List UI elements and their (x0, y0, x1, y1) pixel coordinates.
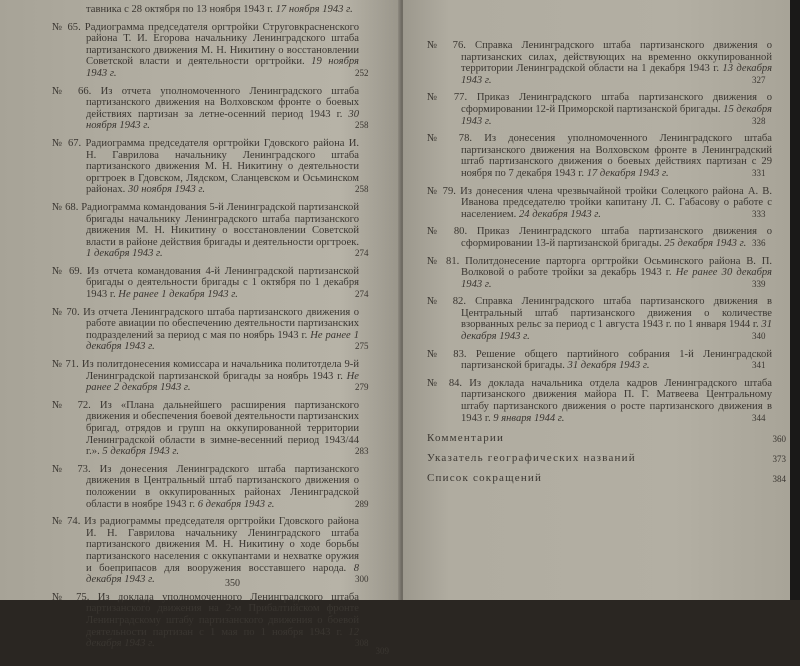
left-toc-list (52, 21, 389, 666)
entry-date: Не ранее 30 декабря 1943 г. (461, 267, 772, 290)
entry-date: 17 декабря 1943 г. (586, 167, 669, 179)
entry-text: Из донесения члена чрезвычайной тройки Солецкого района А. В. Иванова председателю тройки капитану Л. С. Габасову о работе с населением. (460, 185, 773, 220)
back-matter-page-number: 360 (772, 434, 786, 445)
toc-entry: № 76. Справка Ленинградского штаба партизанского движения о партизанских силах, действующих на временно оккупированной территории Ленинградской области на 1 декабря 1943 г. 13 декабря 1943 г. 327 (427, 40, 773, 86)
entry-text: Радиограмма председателя оргтройки Гдовского района И. Н. Гаврилова начальнику Ленинградского штаба партизанского движения М. Н. Никитину о деятельности оргтроек в Гдовском, Лядском, Сланцевском и Осьминском районах. (85, 137, 359, 196)
back-matter-entry (427, 472, 786, 485)
back-matter-label: Указатель географических названий (427, 452, 636, 465)
entry-text: Радиограмма председателя оргтройки Струговкрасненского района Т. И. Егорова начальнику Ленинградского штаба партизанского движения М. Н. Никитину о восстановлении Советской власти и деятельности оргтройки. (84, 21, 359, 68)
toc-entry: № 82. Справка Ленинградского штаба партизанского движения в Центральный штаб партизанского движения о количестве взорванных рельс за период с 1 августа 1943 г. по 1 января 1944 г. 31 декабря 1943 г. 340 (427, 296, 773, 343)
entry-page-number: 309 (375, 645, 389, 656)
entry-text: Из отчета Ленинградского штаба партизанского движения о работе авиации по обеспечению деятельности партизанских подразделений за период с мая по ноябрь 1943 г. (83, 306, 360, 341)
toc-entry: № 68. Радиограмма командования 5-й Ленинградской партизанской бригады начальнику Ленинградского штаба партизанского движения М. Н. Никитину о восстановлении Советской власти в районе действия бригады и деятельности оргтроек. 1 декабря 1943 г. 274 (52, 201, 369, 260)
entry-number: № 73. (52, 463, 91, 475)
entry-date: 24 декабря 1943 г. (518, 208, 601, 220)
back-matter-page-number: 373 (772, 454, 786, 465)
trailing-page-number-row (52, 645, 389, 666)
entry-text: Из доклада уполномоченного Ленинградского штаба партизанского движения на 2-м Прибалтийском фронте Ленинградскому штабу партизанского движения о боевой деятельности партизан с 1 мая по 1 ноября 1943 г. (86, 591, 359, 638)
entry-date: 31 декабря 1943 г. (567, 360, 650, 372)
toc-entry: № 71. Из политдонесения комиссара и начальника политотдела 9-й Ленинградской партизанской бригады за ноябрь 1943 г. Не ранее 2 декабря 1943 г. 279 (52, 359, 369, 394)
entry-text: Политдонесение парторга оргтройки Осьминского района В. П. Волковой о работе тройки за декабрь 1943 г. (461, 255, 772, 279)
entry-text: Из донесения уполномоченного Ленинградского штаба партизанского движения на Волховском фронте в Ленинградский штаб партизанского движения о боевых действиях партизан с 29 ноября по 7 декабря 1943 г. (461, 133, 772, 179)
toc-entry: № 78. Из донесения уполномоченного Ленинградского штаба партизанского движения на Волховском фронте в Ленинградский штаб партизанского движения о боевых действиях партизан с 29 ноября по 7 декабря 1943 г. 17 декабря 1943 г. 331 (427, 133, 772, 179)
right-page (403, 0, 790, 600)
entry-date: Не ранее 1 декабря 1943 г. (118, 289, 238, 301)
entry-number: № 82. (427, 296, 466, 308)
toc-entry: № 70. Из отчета Ленинградского штаба партизанского движения о работе авиации по обеспечению деятельности партизанских подразделений за период с мая по ноябрь 1943 г. Не ранее 1 декабря 1943 г. 275 (52, 306, 369, 353)
back-matter-page-number: 384 (772, 474, 786, 485)
entry-date: 6 декабря 1943 г. (197, 498, 275, 510)
entry-number: № 80. (427, 226, 468, 238)
entry-number: № 71. (52, 359, 79, 371)
entry-text: Справка Ленинградского штаба партизанского движения о партизанских силах, действующих на временно оккупированной территории Ленинградской области на 1 декабря 1943 г. (461, 40, 773, 75)
entry-date: 30 ноября 1943 г. (86, 108, 359, 132)
entry-date: 30 ноября 1943 г. (127, 184, 206, 196)
entry-text: Радиограмма командования 5-й Ленинградской партизанской бригады начальнику Ленинградского штаба партизанского движения М. Н. Никитину о восстановлении Советской власти в районе действия бригады и деятельности оргтроек. (81, 201, 359, 248)
entry-number: № 83. (427, 348, 467, 360)
toc-entry: № 66. Из отчета уполномоченного Ленинградского штаба партизанского движения на Волховском фронте о боевых действиях партизан за летне-осенний период 1943 г. 30 ноября 1943 г. 258 (52, 85, 369, 132)
toc-entry-continuation (52, 4, 359, 16)
back-matter-entry (427, 432, 786, 445)
entry-number: № 76. (427, 40, 466, 51)
entry-text: Решение общего партийного собрания 1-й Ленинградской партизанской бригады. (461, 348, 772, 372)
entry-date: 31 декабря 1943 г. (461, 319, 772, 343)
left-page (0, 0, 401, 656)
entry-text: Из радиограммы председателя оргтройки Гдовского района И. Н. Гаврилова начальнику Ленинградского штаба партизанского движения М. Н. Никитину о ходе борьбы партизанского населения с оккупантами и нехватке оружия и боеприпасов для вооружения восставшего народа. (84, 516, 359, 574)
back-matter-label: Комментарии (427, 432, 505, 445)
entry-number: № 70. (52, 306, 80, 318)
toc-entry: № 73. Из донесения Ленинградского штаба партизанского движения в Центральный штаб партизанского движения о положении в оккупированных районах Ленинградской области в ноябре 1943 г. 6 декабря 1943 г. 289 (52, 463, 369, 510)
entry-text: Из доклада начальника отдела кадров Ленинградского штаба партизанского движения майора П. Г. Матвеева Центральному штабу партизанского движения о росте партизанского движения в 1943 г. (461, 377, 772, 424)
toc-entry: № 67. Радиограмма председателя оргтройки Гдовского района И. Н. Гаврилова начальнику Ленинградского штаба партизанского движения М. Н. Никитину о деятельности оргтроек в Гдовском, Лядском, Сланцевском и Осьминском районах. 30 ноября 1943 г. 258 (52, 137, 369, 196)
toc-entry: № 84. Из доклада начальника отдела кадров Ленинградского штаба партизанского движения майора П. Г. Матвеева Центральному штабу партизанского движения о росте партизанского движения в 1943 г. 9 января 1944 г. 344 (427, 377, 772, 424)
entry-text: Из «Плана дальнейшего расширения партизанского движения и обеспечения боевой деятельности партизанских бригад, отрядов и групп на оккупированной территории Ленинградской области в зимне-весенний период 1943/44 г.». (86, 399, 360, 458)
entry-number: № 74. (52, 516, 81, 528)
entry-date: 13 декабря 1943 г. (461, 63, 772, 86)
entry-text: Из политдонесения комиссара и начальника политотдела 9-й Ленинградской партизанской бригады за ноябрь 1943 г. (81, 359, 359, 382)
toc-entry: № 65. Радиограмма председателя оргтройки Струговкрасненского района Т. И. Егорова начальнику Ленинградского штаба партизанского движения М. Н. Никитину о восстановлении Советской власти и деятельности оргтройки. 19 ноября 1943 г. 252 (52, 21, 369, 79)
entry-date: Не ранее 2 декабря 1943 г. (86, 370, 359, 394)
right-toc-list (427, 40, 772, 424)
toc-entry: № 75. Из доклада уполномоченного Ленинградского штаба партизанского движения на 2-м Прибалтийском фронте Ленинградскому штабу партизанского движения о боевой деятельности партизан с 1 мая по 1 ноября 1943 г. 12 декабря 1943 г. 308 (52, 591, 369, 650)
entry-number: № 68. (52, 201, 79, 213)
book-cover-edge (790, 0, 800, 600)
entry-date: 8 декабря 1943 г. (86, 562, 359, 586)
entry-date: 9 января 1944 г. (493, 412, 565, 424)
entry-date: 15 декабря 1943 г. (461, 103, 772, 127)
entry-date: 19 ноября 1943 г. (86, 56, 359, 79)
back-matter-entry (427, 452, 786, 465)
entry-number: № 65. (52, 21, 81, 33)
entry-text: Из донесения Ленинградского штаба партизанского движения в Центральный штаб партизанского движения о положении в оккупированных районах Ленинградской области в ноябре 1943 г. (86, 463, 359, 510)
entry-text: Приказ Ленинградского штаба партизанского движения о сформировании 13-й партизанской бригады. (461, 226, 772, 249)
entry-number: № 78. (427, 133, 473, 145)
entry-text: Из отчета уполномоченного Ленинградского штаба партизанского движения на Волховском фронте о боевых действиях партизан за летне-осенний период 1943 г. (86, 85, 360, 120)
toc-entry: № 81. Политдонесение парторга оргтройки Осьминского района В. П. Волковой о работе тройки за декабрь 1943 г. Не ранее 30 декабря 1943 г. 339 (427, 255, 772, 290)
toc-entry: № 69. Из отчета командования 4-й Ленинградской партизанской бригады о деятельности бригады с 1 октября по 1 декабря 1943 г. Не ранее 1 декабря 1943 г. 274 (52, 265, 369, 301)
entry-number: № 69. (52, 265, 83, 277)
entry-number: № 77. (427, 92, 468, 104)
entry-date: 12 декабря 1943 г. (86, 626, 359, 650)
entry-date: 17 ноября 1943 г. (275, 4, 353, 15)
entry-date: 25 декабря 1943 г. (664, 237, 747, 249)
entry-number: № 81. (427, 255, 460, 267)
entry-text: тавника с 28 октября по 13 ноября 1943 г. (86, 4, 273, 15)
entry-text: Приказ Ленинградского штаба партизанского движения о сформировании 12-й Приморской партизанской бригады. (461, 92, 772, 115)
entry-date: 5 декабря 1943 г. (102, 446, 180, 458)
back-matter-label: Список сокращений (427, 472, 543, 485)
entry-text: Из отчета командования 4-й Ленинградской партизанской бригады о деятельности бригады с 1 октября по 1 декабря 1943 г. (86, 265, 360, 301)
page-number: 350 (225, 578, 240, 589)
back-matter-list (427, 432, 786, 485)
entry-number: № 67. (52, 137, 82, 149)
entry-number: № 75. (52, 591, 90, 603)
toc-entry: № 72. Из «Плана дальнейшего расширения партизанского движения и обеспечения боевой деятельности партизанских бригад, отрядов и групп на оккупированной территории Ленинградской области в зимне-весенний период 1943/44 г.». 5 декабря 1943 г. 283 (52, 399, 369, 458)
toc-entry: № 80. Приказ Ленинградского штаба партизанского движения о сформировании 13-й партизанской бригады. 25 декабря 1943 г. 336 (427, 226, 772, 249)
toc-entry: № 79. Из донесения члена чрезвычайной тройки Солецкого района А. В. Иванова председателю тройки капитану Л. С. Габасову о работе с населением. 24 декабря 1943 г. 333 (427, 185, 773, 220)
toc-entry: № 74. Из радиограммы председателя оргтройки Гдовского района И. Н. Гаврилова начальнику Ленинградского штаба партизанского движения М. Н. Никитину о ходе борьбы партизанского населения с оккупантами и нехватке оружия и боеприпасов для вооружения восставшего народа. 8 декабря 1943 г. 300 (52, 516, 369, 586)
entry-number: № 84. (427, 377, 463, 389)
toc-entry: № 83. Решение общего партийного собрания 1-й Ленинградской партизанской бригады. 31 декабря 1943 г. 341 (427, 348, 772, 372)
entry-text: Справка Ленинградского штаба партизанского движения в Центральный штаб партизанского движения о количестве взорванных рельс за период с 1 августа 1943 г. по 1 января 1944 г. (461, 296, 773, 331)
toc-entry: № 77. Приказ Ленинградского штаба партизанского движения о сформировании 12-й Приморской партизанской бригады. 15 декабря 1943 г. 328 (427, 92, 772, 127)
entry-number: № 79. (427, 185, 456, 197)
entry-date: Не ранее 1 декабря 1943 г. (86, 329, 359, 353)
entry-number: № 72. (52, 399, 91, 411)
entry-number: № 66. (52, 85, 92, 97)
entry-date: 1 декабря 1943 г. (86, 248, 163, 260)
